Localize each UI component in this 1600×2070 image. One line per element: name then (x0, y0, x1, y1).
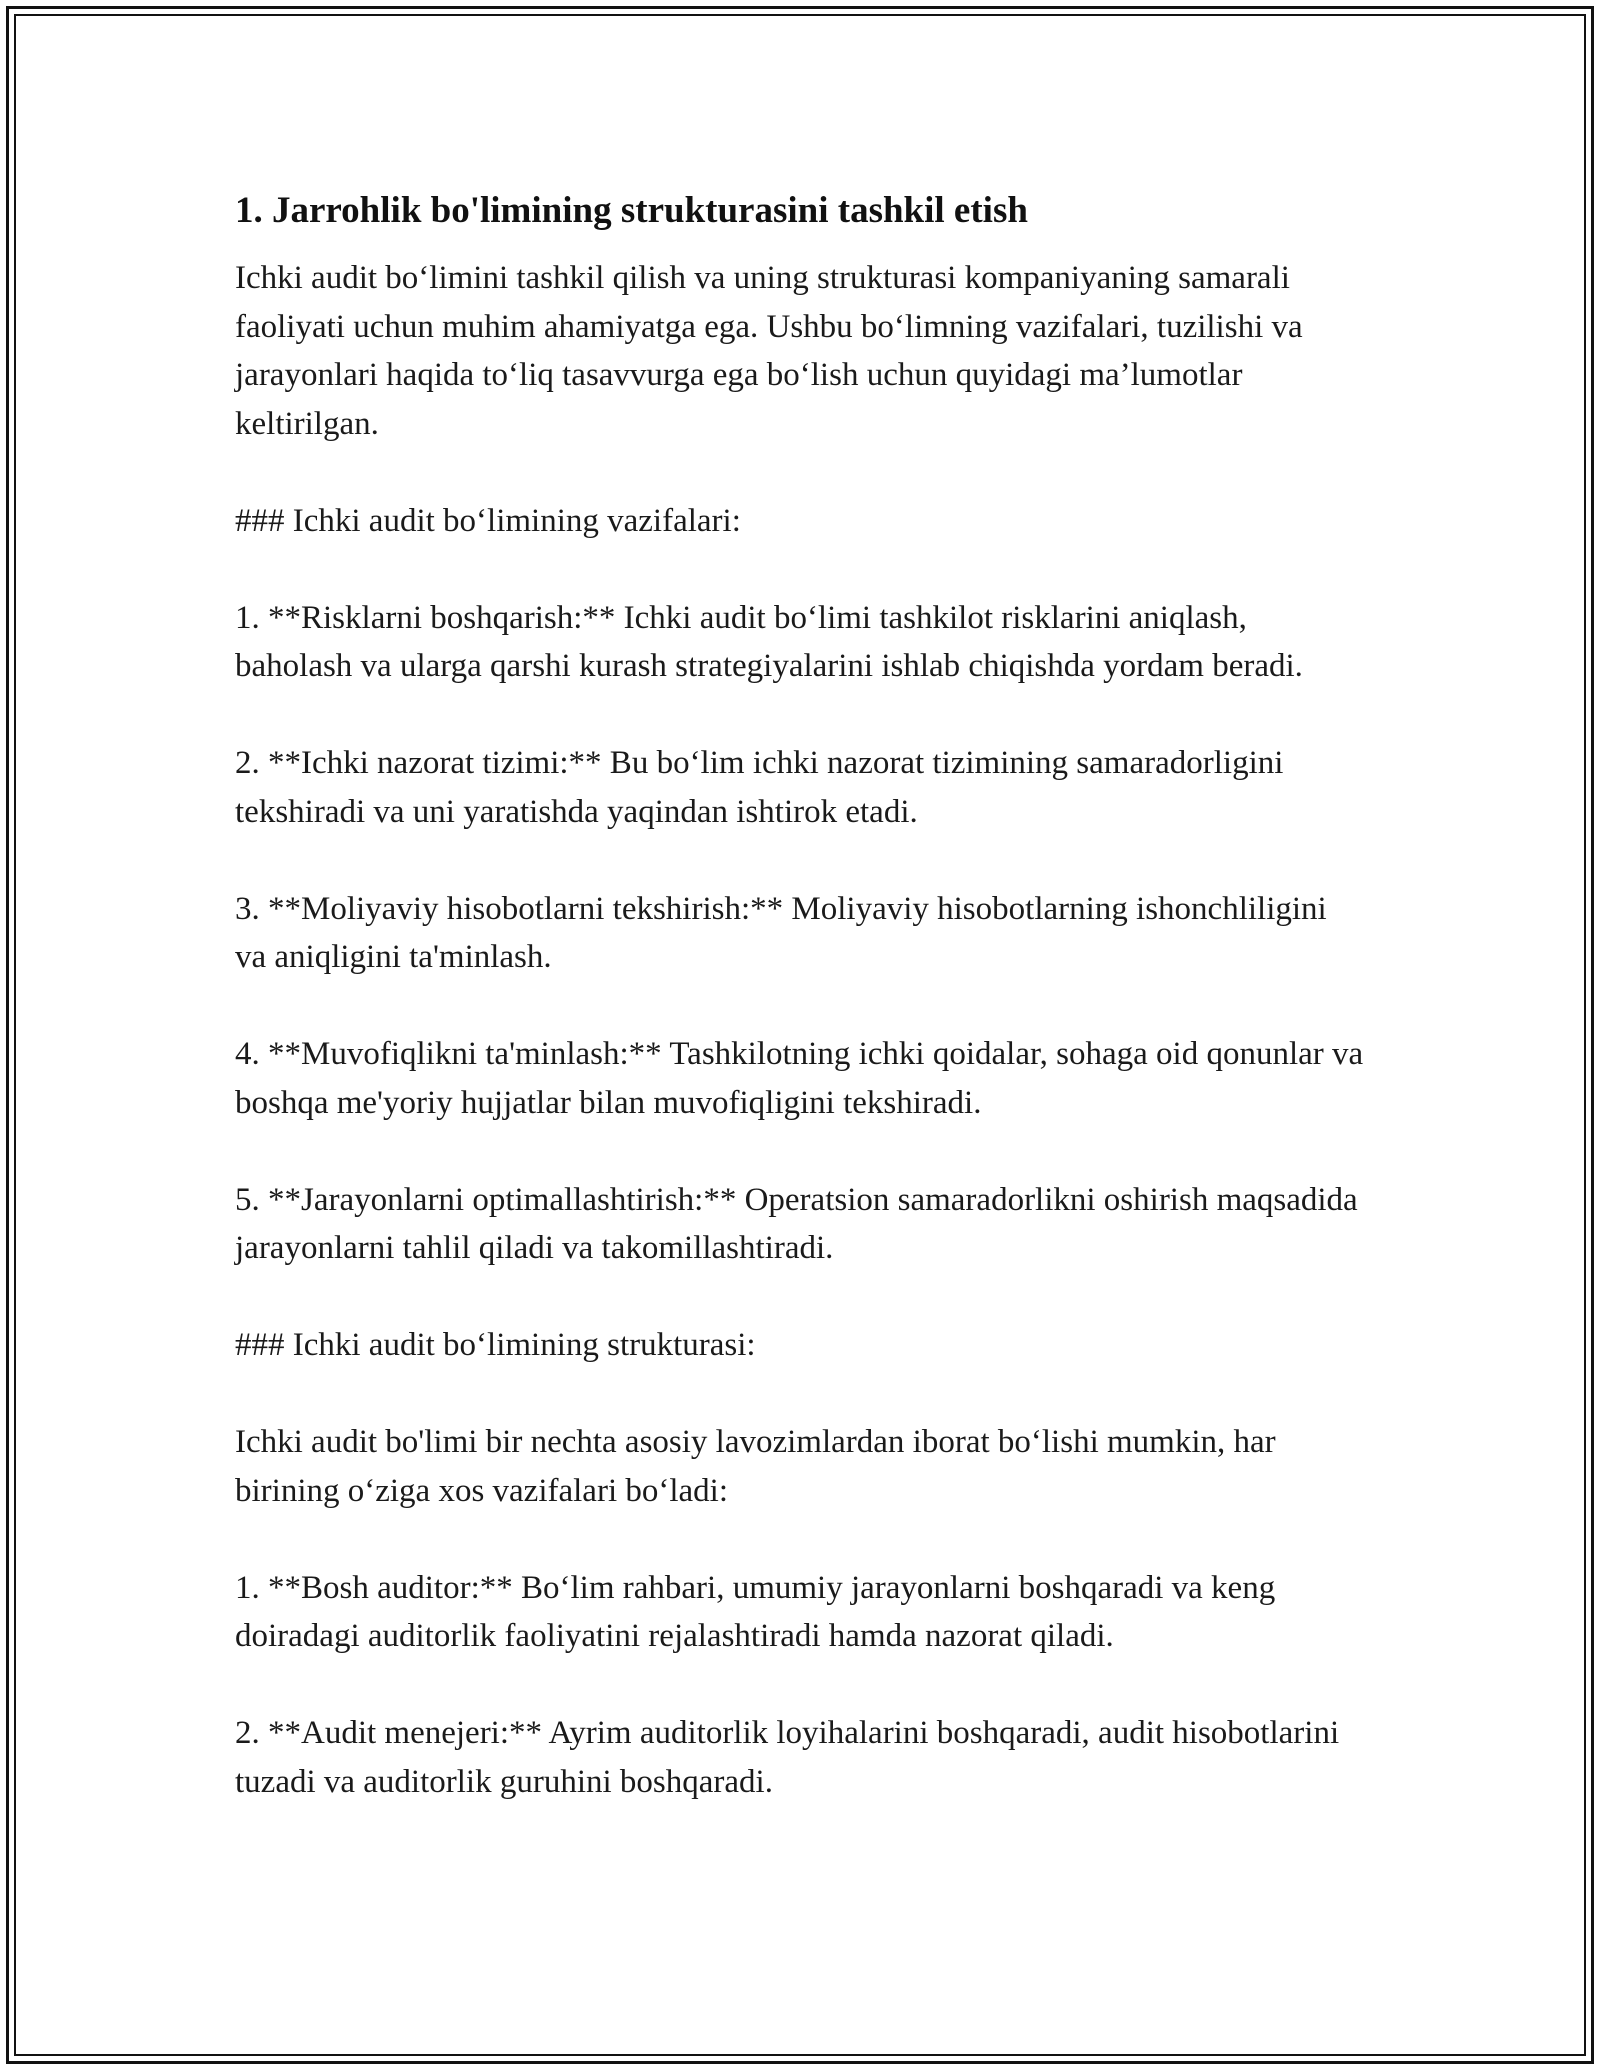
section-heading-tasks: ### Ichki audit bo‘limining vazifalari: (235, 502, 741, 539)
section-heading-structure: ### Ichki audit bo‘limining strukturasi: (235, 1327, 756, 1363)
structure-intro-paragraph: Ichki audit bo'limi bir nechta asosiy lavozimlardan iborat bo‘lishi mumkin, har birining o‘ziga xos vazifalari bo‘ladi: (235, 1424, 1276, 1509)
list-item-compliance: 4. **Muvofiqlikni ta'minlash:** Tashkilotning ichki qoidalar, sohaga oid qonunlar va boshqa me'yoriy hujjatlar bilan muvofiqligini tekshiradi. (235, 1036, 1364, 1121)
list-item-financial-reports: 3. **Moliyaviy hisobotlarni tekshirish:** Moliyaviy hisobotlarning ishonchliligini va aniqligini ta'minlash. (235, 890, 1327, 975)
intro-paragraph: Ichki audit bo‘limini tashkil qilish va uning strukturasi kompaniyaning samarali faoliyati uchun muhim ahamiyatga ega. Ushbu bo‘limning vazifalari, tuzilishi va jarayonlari haqida to‘liq tasavvurga ega bo‘lish uchun quyidagi ma’lumotlar keltirilgan. (235, 260, 1303, 442)
list-item-risk-management: 1. **Risklarni boshqarish:** Ichki audit bo‘limi tashkilot risklarini aniqlash, baholash va ularga qarshi kurash strategiyalarini ishlab chiqishda yordam beradi. (235, 599, 1303, 684)
list-item-process-optimization: 5. **Jarayonlarni optimallashtirish:** Operatsion samaradorlikni oshirish maqsadida jarayonlarni tahlil qiladi va takomillashtiradi. (235, 1181, 1358, 1266)
document-body (235, 186, 1365, 1855)
document-title: 1. Jarrohlik bo'limining strukturasini tashkil etish (235, 190, 1028, 231)
list-item-internal-control: 2. **Ichki nazorat tizimi:** Bu bo‘lim ichki nazorat tizimining samaradorligini tekshiradi va uni yaratishda yaqindan ishtirok etadi. (235, 745, 1284, 830)
list-item-chief-auditor: 1. **Bosh auditor:** Bo‘lim rahbari, umumiy jarayonlarni boshqaradi va keng doiradagi auditorlik faoliyatini rejalashtiradi hamda nazorat qiladi. (235, 1569, 1276, 1654)
list-item-audit-manager: 2. **Audit menejeri:** Ayrim auditorlik loyihalarini boshqaradi, audit hisobotlarini tuzadi va auditorlik guruhini boshqaradi. (235, 1715, 1340, 1800)
